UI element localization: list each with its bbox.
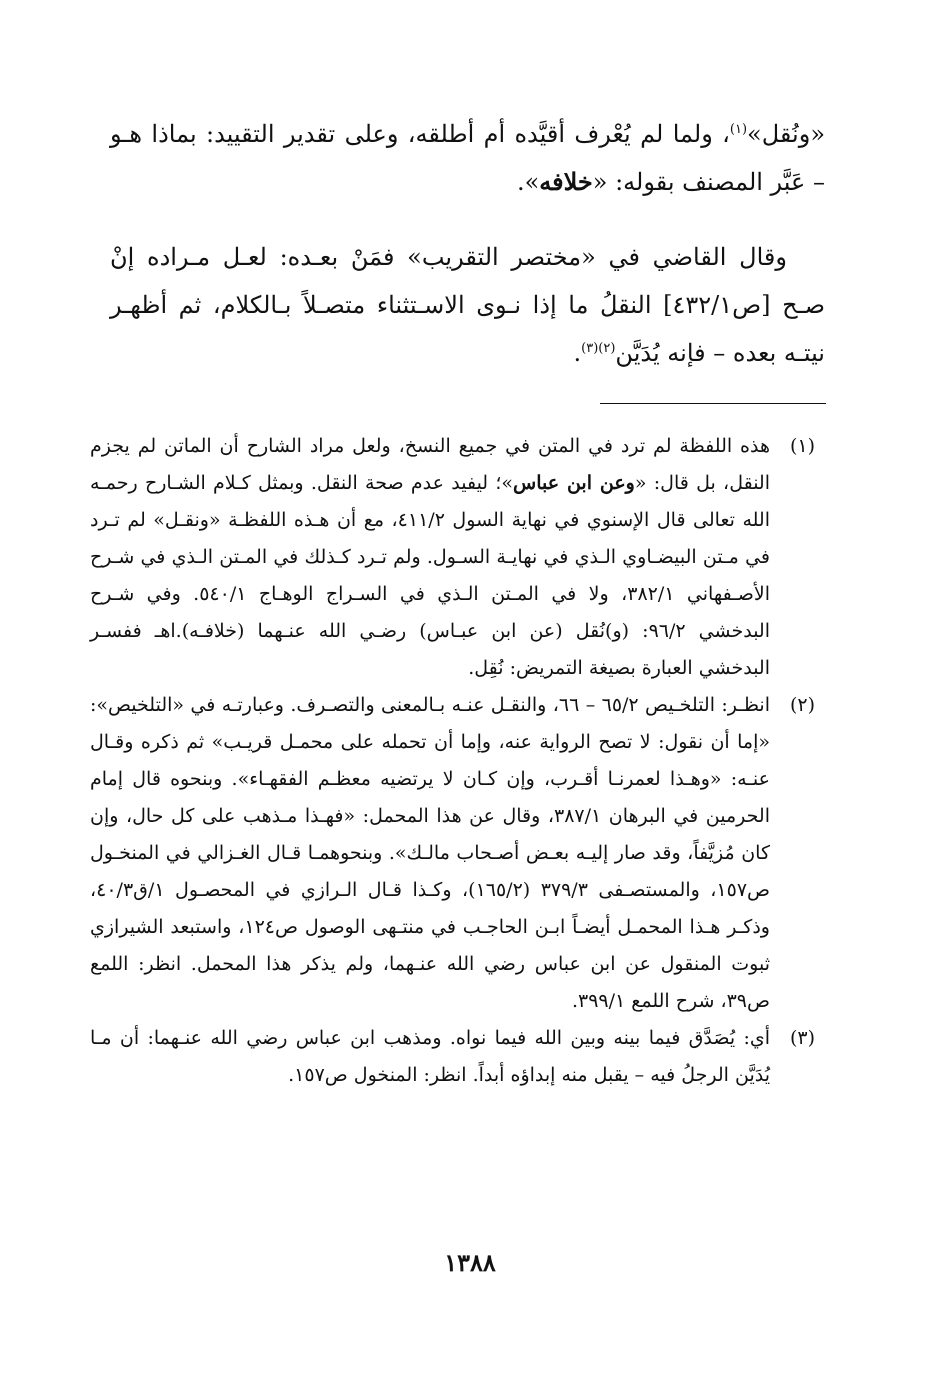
paragraph-text	[110, 233, 825, 377]
main-paragraph-2	[110, 233, 825, 377]
paragraph-closing: ».	[516, 168, 540, 196]
paragraph-closing: .	[573, 339, 582, 367]
quoted-term: «ونُقل»	[747, 120, 825, 148]
footnote-number: (٣)	[789, 1027, 815, 1049]
paragraph-text	[110, 110, 825, 206]
footnote-number: (١)	[789, 435, 815, 457]
footnote-text: هذه اللفظة لم ترد في المتن في جميع النسخ، ولعل مراد الشارح أن الماتن لم يجزم النقل، بل قال: «	[90, 435, 770, 494]
footnote-text: »؛ ليفيد عدم صحة النقل. وبمثل كـلام الشـارح رحمـه الله تعالى قال الإسنوي في نهاية السول ٤١١/٢، مع أن هـذه اللفظـة «ونقـل» لم تـرد في مـتن البيضـاوي الـذي في نهايـة السـول. ولم تـرد كـذلك في المـتن الـذي في شـرح الأصـفهاني ٣٨٢/١، ولا في المـتن الـذي في السـراج الوهـاج ٥٤٠/١. وفي شـرح البدخشي ٩٦/٢: (و)نُقل (عن ابن عبـاس) رضـي الله عنـهما (خلافـه).اهـ ففسـر البدخشي العبارة بصيغة التمريض: نُقِل.	[90, 472, 771, 679]
footnote-2	[90, 687, 815, 1020]
footnote-number: (٢)	[789, 694, 815, 716]
page-number: ١٣٨٨	[444, 1248, 496, 1277]
footnote-ref-1[interactable]: (١)	[729, 122, 748, 137]
main-paragraph-1	[110, 110, 825, 206]
footnote-separator	[600, 403, 826, 404]
footnote-text: انظـر: التلخـيص ٦٥/٢ – ٦٦، والنقـل عنـه بـالمعنى والتصـرف. وعبارتـه في «التلخيص»: «إما أن نقول: لا تصح الرواية عنه، وإما أن تحمله على محمـل قريـب» ثم ذكره وقـال عنـه: «وهـذا لعمرنـا أقـرب، وإن كـان لا يرتضيه معظـم الفقهـاء». وبنحوه قال إمام الحرمين في البرهان ٣٨٧/١، وقال عن هذا المحمل: «فهـذا مـذهب على كل حال، وإن كان مُزيَّفاً، وقد صار إليـه بعـض أصـحاب مالـك». وبنحوهمـا قـال الغـزالي في المنخـول ص١٥٧، والمستصـفى ٣٧٩/٣ (١٦٥/٢)، وكـذا قـال الـرازي في المحصـول ١/ق٤٠/٣، وذكـر هـذا المحمـل أيضـاً ابـن الحاجـب في منتـهى الوصول ص١٢٤، واستبعد الشيرازي ثبوت المنقول عن ابن عباس رضي الله عنـهما، ولم يذكر هذا المحمل. انظر: اللمع ص٣٩، شرح اللمع ٣٩٩/١.	[90, 694, 771, 1012]
footnote-text: أي: يُصَدَّق فيما بينه وبين الله فيما نواه. ومذهب ابن عباس رضي الله عنـهما: أن مـا يُدَيَّن الرجلُ فيه – يقبل منه إبداؤه أبداً. انظر: المنخول ص١٥٧.	[90, 1027, 770, 1086]
paragraph-body: ، ولما لم يُعْرف أقيَّده أم أطلقه، وعلى تقدير التقييد: بماذا هـو – عَبَّر المصنف بقوله: «	[110, 120, 825, 196]
paragraph-body: وقال القاضي في «مختصر التقريب» فمَنْ بعـده: لعـل مـراده إنْ صـح [ص٤٣٢/١] النقلُ ما إذا نـوى الاسـتثناء متصـلاً بـالكلام، ثم أظهـر نيتـه بعده – فإنه يُدَيَّن	[110, 243, 825, 367]
footnote-3	[90, 1020, 815, 1094]
footnotes-section	[90, 428, 815, 1094]
footnote-1	[90, 428, 815, 687]
footnote-ref-2-3[interactable]: (٢)(٣)	[581, 341, 616, 356]
bold-term: خلافه	[539, 167, 593, 196]
footnote-bold-term: وعن ابن عباس	[513, 472, 635, 494]
